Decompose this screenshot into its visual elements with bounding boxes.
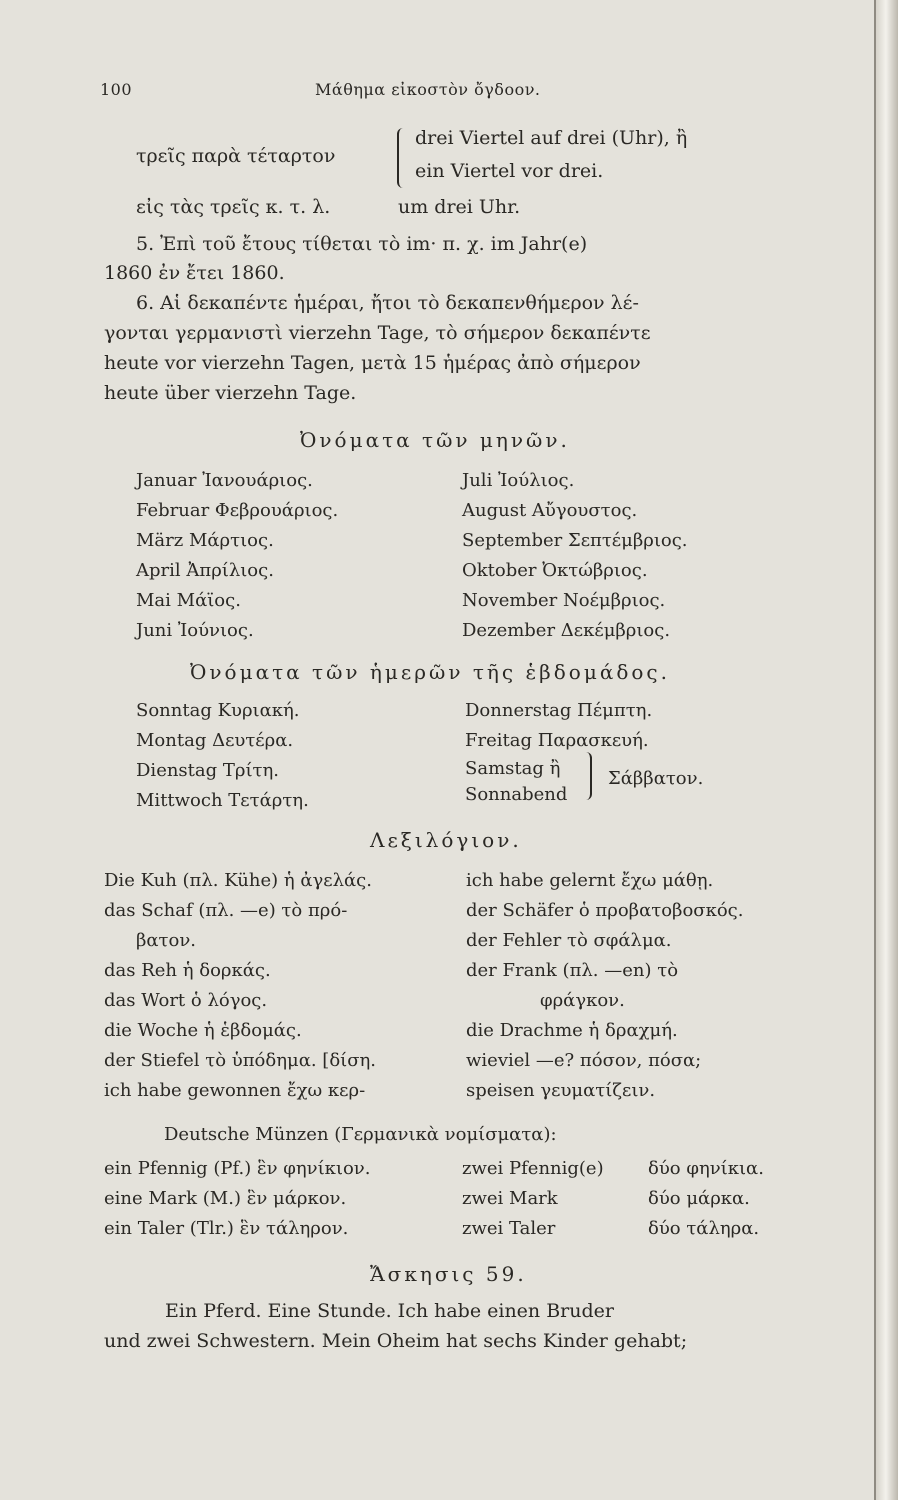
paragraph-5-line-2: 1860 ἐν ἔτει 1860. bbox=[104, 262, 285, 284]
rule-greek-at-three: εἰς τὰς τρεῖς κ. τ. λ. bbox=[136, 196, 331, 218]
paragraph-6-line-4: heute über vierzehn Tage. bbox=[104, 382, 357, 404]
rule-greek-quarter-to: τρεῖς παρὰ τέταρτον bbox=[136, 145, 336, 167]
vocab-entry: das Reh ἡ δορκάς. bbox=[104, 960, 271, 981]
month-entry: Juni Ἰούνιος. bbox=[136, 620, 254, 641]
month-entry: September Σεπτέμβριος. bbox=[462, 530, 688, 551]
days-heading: Ὀνόματα τῶν ἡμερῶν τῆς ἑβδομάδος. bbox=[190, 660, 670, 684]
month-entry: Juli Ἰούλιος. bbox=[462, 470, 575, 491]
vocab-entry: der Stiefel τὸ ὑπόδημα. [δίση. bbox=[104, 1050, 377, 1071]
page-edge bbox=[874, 0, 898, 1500]
rule-german-at-three: um drei Uhr. bbox=[398, 196, 521, 218]
vocab-entry: der Fehler τὸ σφάλμα. bbox=[466, 930, 672, 951]
vocab-entry: speisen γευματίζειν. bbox=[466, 1080, 656, 1101]
brace bbox=[397, 128, 409, 188]
sabbath-label: Σάββατον. bbox=[608, 768, 704, 789]
rule-german-line-a: drei Viertel auf drei (Uhr), ἢ bbox=[415, 127, 688, 149]
month-entry: Februar Φεβρουάριος. bbox=[136, 500, 339, 521]
day-entry: Freitag Παρασκευή. bbox=[465, 730, 649, 751]
day-entry: Sonntag Κυριακή. bbox=[136, 700, 300, 721]
vocab-entry: das Wort ὁ λόγος. bbox=[104, 990, 268, 1011]
month-entry: Januar Ἰανουάριος. bbox=[136, 470, 313, 491]
paragraph-6-line-3: heute vor vierzehn Tagen, μετὰ 15 ἡμέρας ἀπὸ σήμερον bbox=[104, 352, 641, 374]
paragraph-6-line-2: γονται γερμανιστὶ vierzehn Tage, τὸ σήμερον δεκαπέντε bbox=[104, 322, 651, 344]
paragraph-6-line-1: 6. Αἱ δεκαπέντε ἡμέραι, ἤτοι τὸ δεκαπενθήμερον λέ- bbox=[136, 292, 639, 314]
rule-german-line-b: ein Viertel vor drei. bbox=[415, 160, 604, 182]
vocab-entry: ich habe gelernt ἔχω μάθῃ. bbox=[466, 870, 714, 891]
coin-plural-greek: δύο τάληρα. bbox=[648, 1218, 760, 1239]
vocabulary-heading: Λεξιλόγιον. bbox=[370, 828, 522, 852]
months-heading: Ὀνόματα τῶν μηνῶν. bbox=[300, 428, 570, 452]
month-entry: Mai Μάϊος. bbox=[136, 590, 241, 611]
coin-plural-greek: δύο μάρκα. bbox=[648, 1188, 750, 1209]
vocab-entry: der Schäfer ὁ προβατοβοσκός. bbox=[466, 900, 744, 921]
coin-plural-greek: δύο φηνίκια. bbox=[648, 1158, 764, 1179]
exercise-heading: Ἄσκησις 59. bbox=[370, 1262, 527, 1286]
day-entry: Montag Δευτέρα. bbox=[136, 730, 294, 751]
day-entry: Samstag ἢ bbox=[465, 758, 561, 779]
day-entry: Donnerstag Πέμπτη. bbox=[465, 700, 653, 721]
vocab-entry: wieviel —e? πόσον, πόσα; bbox=[466, 1050, 702, 1071]
vocab-entry: die Woche ἡ ἑβδομάς. bbox=[104, 1020, 302, 1041]
vocab-entry: die Drachme ἡ δραχμή. bbox=[466, 1020, 678, 1041]
exercise-line-2: und zwei Schwestern. Mein Oheim hat sechs Kinder gehabt; bbox=[104, 1330, 688, 1352]
coins-heading: Deutsche Münzen (Γερμανικὰ νομίσματα): bbox=[164, 1124, 557, 1145]
coin-singular: ein Pfennig (Pf.) ἓν φηνίκιον. bbox=[104, 1158, 371, 1179]
month-entry: März Μάρτιος. bbox=[136, 530, 274, 551]
exercise-line-1: Ein Pferd. Eine Stunde. Ich habe einen Bruder bbox=[165, 1300, 614, 1322]
vocab-entry: φράγκον. bbox=[540, 990, 625, 1011]
month-entry: April Ἀπρίλιος. bbox=[136, 560, 274, 581]
day-entry: Dienstag Τρίτη. bbox=[136, 760, 279, 781]
vocab-entry: ich habe gewonnen ἔχω κερ- bbox=[104, 1080, 366, 1101]
month-entry: August Αὔγουστος. bbox=[462, 500, 638, 521]
page-number: 100 bbox=[100, 80, 133, 99]
brace bbox=[582, 752, 592, 800]
vocab-entry: Die Kuh (πλ. Kühe) ἡ ἀγελάς. bbox=[104, 870, 372, 891]
coin-plural-german: zwei Pfennig(e) bbox=[462, 1158, 604, 1179]
coin-singular: eine Mark (M.) ἓν μάρκον. bbox=[104, 1188, 347, 1209]
coin-singular: ein Taler (Tlr.) ἓν τάληρον. bbox=[104, 1218, 349, 1239]
vocab-entry: das Schaf (πλ. —e) τὸ πρό- bbox=[104, 900, 348, 921]
paragraph-5-line-1: 5. Ἐπὶ τοῦ ἔτους τίθεται τὸ im· π. χ. im Jahr(e) bbox=[136, 233, 588, 255]
day-entry: Sonnabend bbox=[465, 784, 568, 805]
month-entry: November Νοέμβριος. bbox=[462, 590, 666, 611]
running-title: Μάθημα εἰκοστὸν ὄγδοον. bbox=[315, 80, 541, 99]
day-entry: Mittwoch Τετάρτη. bbox=[136, 790, 309, 811]
month-entry: Oktober Ὀκτώβριος. bbox=[462, 560, 648, 581]
coin-plural-german: zwei Mark bbox=[462, 1188, 558, 1209]
vocab-entry: der Frank (πλ. —en) τὸ bbox=[466, 960, 679, 981]
vocab-entry: βατον. bbox=[136, 930, 197, 951]
coin-plural-german: zwei Taler bbox=[462, 1218, 556, 1239]
month-entry: Dezember Δεκέμβριος. bbox=[462, 620, 671, 641]
